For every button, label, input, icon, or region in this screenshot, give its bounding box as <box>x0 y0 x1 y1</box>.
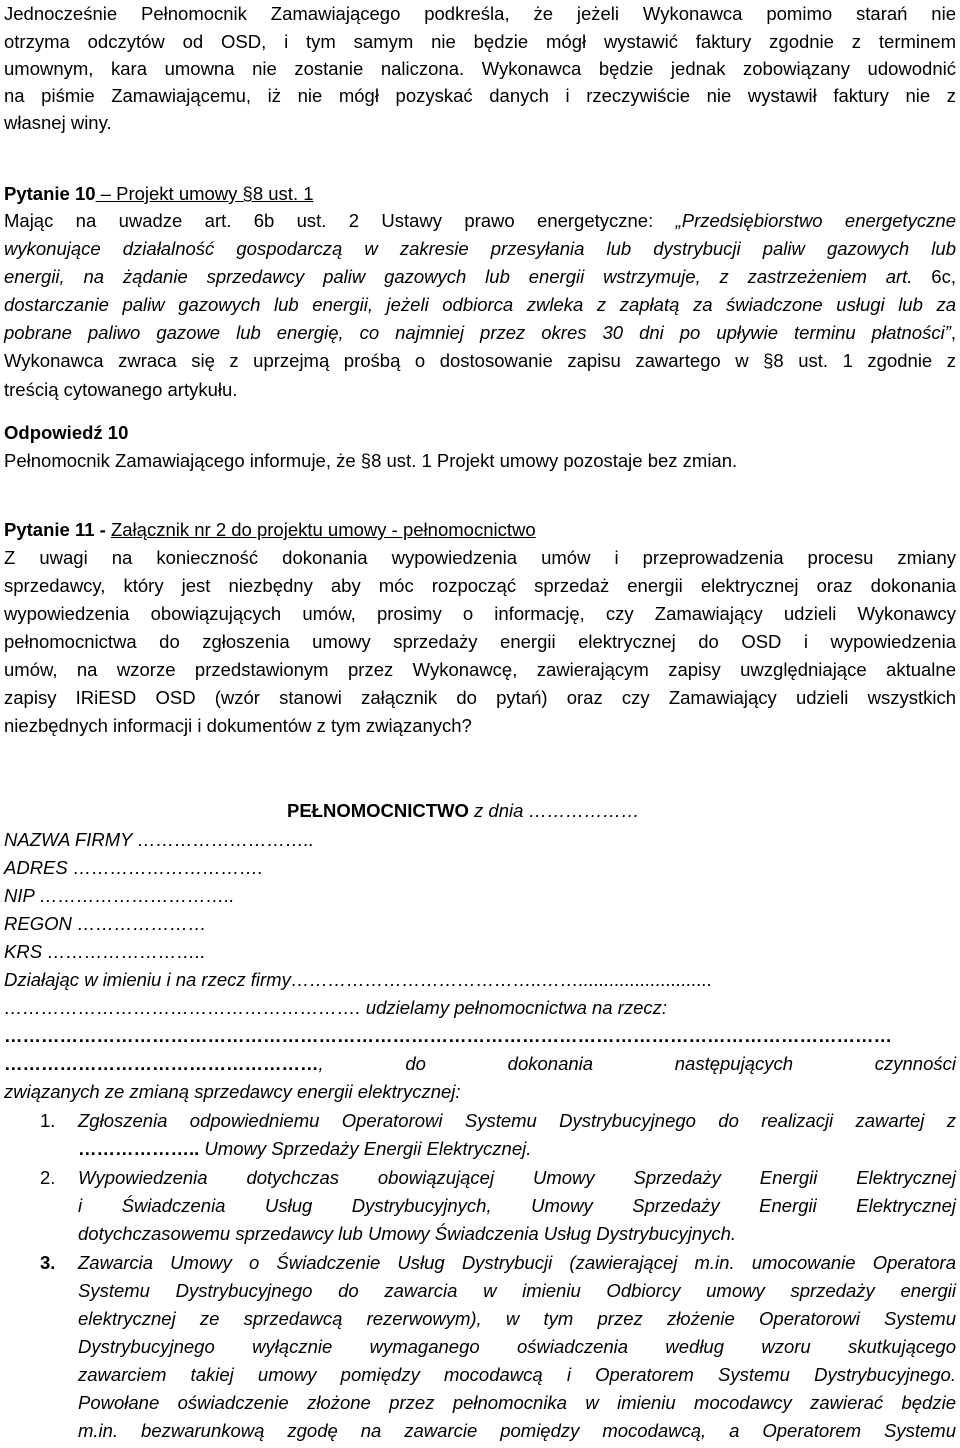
form-address: ADRES …………………………. <box>4 857 264 878</box>
list-item-3-line: Zawarcia Umowy o Świadczenie Usług Dystrybucji (zawierającej m.in. umocowanie Operatora <box>78 1252 956 1273</box>
form-actions-text: , do dokonania następujących czynności <box>318 1053 956 1074</box>
list-item-2-line: dotychczasowemu sprzedawcy lub Umowy Świadczenia Usług Dystrybucyjnych. <box>78 1223 737 1244</box>
question-11-label: Pytanie 11 <box>4 519 95 540</box>
question-10-quote: energii, na żądanie sprzedawcy paliw gazowych lub energii wstrzymuje, z zastrzeżeniem art. <box>4 266 913 287</box>
form-dots-line: ……………………………………………………………………………………………………………………………… <box>4 1025 892 1046</box>
form-dots: …………………………………………… <box>4 1053 319 1074</box>
intro-line: na piśmie Zamawiającemu, iż nie mógł pozyskać danych i rzeczywiście nie wystawił faktury nie z <box>4 85 956 106</box>
list-item-1-line: Zgłoszenia odpowiedniemu Operatorowi Systemu Dystrybucyjnego do realizacji zawartej z <box>78 1110 956 1131</box>
form-actions-line <box>4 1050 956 1078</box>
question-11-line: niezbędnych informacji i dokumentów z tym związanych? <box>4 715 472 736</box>
question-10-heading <box>4 180 956 208</box>
question-10-line <box>4 207 956 235</box>
list-number: 2. <box>40 1167 56 1188</box>
form-related-line: związanych ze zmianą sprzedawcy energii elektrycznej: <box>4 1081 461 1102</box>
question-11-line: sprzedawcy, który jest niezbędny aby móc rozpocząć sprzedaż energii elektrycznej oraz dokonania <box>4 575 956 596</box>
form-nip: NIP ………………………….. <box>4 885 235 906</box>
list-number: 1. <box>40 1110 56 1131</box>
question-10-line <box>4 263 956 291</box>
list-item-2-line: i Świadczenia Usług Dystrybucyjnych, Umowy Sprzedaży Energii Elektrycznej <box>78 1195 956 1216</box>
form-company-name: NAZWA FIRMY ……………………….. <box>4 829 315 850</box>
question-10-line <box>4 319 956 347</box>
question-10-line: Wykonawca zwraca się z uprzejmą prośbą o dostosowanie zapisu zawartego w §8 ust. 1 zgodnie z <box>4 350 956 371</box>
intro-line: własnej winy. <box>4 112 112 133</box>
form-grant-line: …………………………………………………. udzielamy pełnomocnictwa na rzecz: <box>4 997 668 1018</box>
question-10-quote: „Przedsiębiorstwo energetyczne <box>675 210 956 231</box>
question-10-line: treścią cytowanego artykułu. <box>4 379 238 400</box>
list-item-text: Umowy Sprzedaży Energii Elektrycznej. <box>204 1138 532 1159</box>
form-date: z dnia ……………… <box>468 800 640 821</box>
question-10-quote: pobrane paliwo gazowe lub energię, co najmniej przez okres 30 dni po upływie terminu płatności” <box>4 322 951 343</box>
form-regon: REGON ………………… <box>4 913 207 934</box>
question-11-line: zapisy IRiESD OSD (wzór stanowi załącznik do pytań) oraz czy Zamawiający udzieli wszystkich <box>4 687 956 708</box>
list-item-3-line: elektrycznej ze sprzedawcą rezerwowym), w tym przez złożenie Operatorowi Systemu <box>78 1308 956 1329</box>
answer-10-heading: Odpowiedź 10 <box>4 422 129 443</box>
question-11-separator: - <box>94 519 111 540</box>
question-10-quote-line: wykonujące działalność gospodarczą w zakresie przesyłania lub dystrybucji paliw gazowych lub <box>4 238 956 259</box>
question-11-heading <box>4 516 956 544</box>
question-11-line: wypowiedzenia obowiązujących umów, prosimy o informację, czy Zamawiający udzieli Wykonawcy <box>4 603 956 624</box>
list-item-3-line: Powołane oświadczenie złożone przez pełnomocnika w imieniu mocodawcy zawierać będzie <box>78 1392 956 1413</box>
intro-line: umownym, kara umowna nie zostanie naliczona. Wykonawca będzie jednak zobowiązany udowodnić <box>4 58 956 79</box>
list-number: 3. <box>40 1252 56 1273</box>
form-acting-on-behalf: Działając w imieniu i na rzecz firmy…………………………………..…….......................... <box>4 969 713 990</box>
question-10-text: , <box>950 322 956 343</box>
intro-line: Jednocześnie Pełnomocnik Zamawiającego podkreśla, że jeżeli Wykonawca pomimo starań nie <box>4 3 956 24</box>
answer-10-text: Pełnomocnik Zamawiającego informuje, że §8 ust. 1 Projekt umowy pozostaje bez zmian. <box>4 450 738 471</box>
list-item-dots: ……………….. <box>78 1138 205 1159</box>
question-11-line: umów, na wzorze przedstawionym przez Wykonawcę, zawierającym zapisy uwzględniające aktualne <box>4 659 956 680</box>
list-item-3-line: Systemu Dystrybucyjnego do zawarcia w imieniu Odbiorcy umowy sprzedaży energii <box>78 1280 956 1301</box>
list-item-1-line <box>78 1135 956 1163</box>
list-item-3-line: m.in. bezwarunkową zgodę na zawarcie pomiędzy mocodawcą, a Operatorem Systemu <box>78 1420 956 1441</box>
question-10-text: 6c, <box>912 266 956 287</box>
question-10-label: Pytanie 10 <box>4 183 96 204</box>
form-krs: KRS …………………….. <box>4 941 206 962</box>
question-11-line: Z uwagi na konieczność dokonania wypowiedzenia umów i przeprowadzenia procesu zmiany <box>4 547 956 568</box>
list-item-3-line: Dystrybucyjnego wyłącznie wymaganego oświadczenia według wzoru skutkującego <box>78 1336 956 1357</box>
question-11-line: pełnomocnictwa do zgłoszenia umowy sprzedaży energii elektrycznej do OSD i wypowiedzenia <box>4 631 956 652</box>
form-title <box>287 797 947 825</box>
question-10-text: Mając na uwadze art. 6b ust. 2 Ustawy prawo energetyczne: <box>4 210 676 231</box>
list-item-3-line: zawarciem takiej umowy pomiędzy mocodawcą i Operatorem Systemu Dystrybucyjnego. <box>78 1364 956 1385</box>
form-title-label: PEŁNOMOCNICTWO <box>287 800 469 821</box>
question-11-reference: Załącznik nr 2 do projektu umowy - pełnomocnictwo <box>110 519 536 540</box>
question-10-quote-line: dostarczanie paliw gazowych lub energii, jeżeli odbiorca zwleka z zapłatą za świadczone usługi lub za <box>4 294 956 315</box>
list-item-2-line: Wypowiedzenia dotychczas obowiązującej Umowy Sprzedaży Energii Elektrycznej <box>78 1167 956 1188</box>
question-10-reference: – Projekt umowy §8 ust. 1 <box>95 183 314 204</box>
intro-line: otrzyma odczytów od OSD, i tym samym nie będzie mógł wystawić faktury zgodnie z terminem <box>4 31 956 52</box>
